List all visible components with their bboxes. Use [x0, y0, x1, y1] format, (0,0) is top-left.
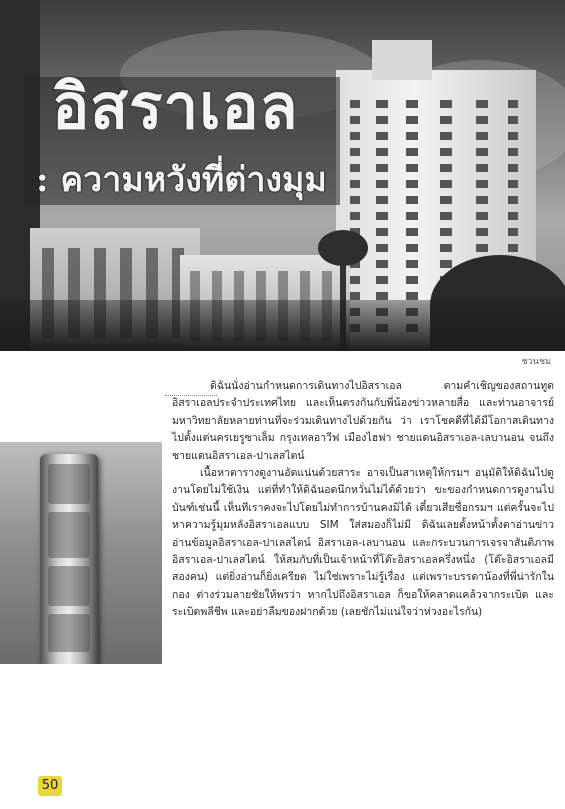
mezuzah-panel — [48, 464, 90, 504]
article-body — [172, 378, 554, 622]
page-title: อิสราเอล — [52, 70, 299, 143]
mezuzah-case — [40, 454, 98, 664]
mezuzah-panel — [48, 614, 90, 652]
header-photo — [0, 0, 565, 351]
page-subtitle: : ความหวังที่ต่างมุม — [36, 160, 327, 200]
mezuzah-panel — [48, 566, 90, 606]
article-paragraph: ดิฉันนั่งอ่านกำหนดการเดินทางไปอิสราเอล ตามคำเชิญของสถานทูตอิสราเอลประจำประเทศไทย และเห็นตรงกันกับพี่น้องข่าวหลายสื่อ และท่านอาจารย์มหาวิทยาลัยหลายท่านที่จะร่วมเดินทางไปด้วยกัน ว่า เราโชคดีที่ได้มีโอกาสเดินทางไปตั้งแต่นครเยรูซาเล็ม กรุงเทลอาวีฟ เมืองไฮฟา ชายแดนอิสราเอล-เลบานอน จนถึงชายแดนอิสราเอล-ปาเลสไตน์ — [172, 380, 554, 462]
ground-shadow — [0, 300, 565, 351]
photo-credit: ชวนชม — [521, 357, 551, 367]
palm-crown — [318, 230, 368, 266]
article-paragraph: เนื้อหาตารางดูงานอัดแน่นด้วยสาระ อาจเป็นสาเหตุให้กรมฯ อนุมัติให้ดิฉันไปดูงานโดยไม่ใช้เงิน แต่ที่ทำให้ดิฉันอดนึกหวั่นไม่ได้ด้วยว่า ขะของกำหนดการดูงานไปบันฑ์เช่นนี้ เห็นทีเราคงจะไปโดยไม่ทำการบ้านคงมิได้ เดี๋ยวเสียชื่อกรมฯ แต่ครั้นจะไปหาความรู้มุมหลังอิสราเอลแบบ SIM ใส่สมองก็ไม่มี ดิฉันเลยตั้งหน้าตั้งตาอ่านข่าว อ่านข้อมูลอิสราเอล-ปาเลสไตน์ อิสราเอล-เลบานอน และกระบวนการเจรจาสันติภาพอิสราเอล-ปาเลสไตน์ ให้สมกับที่เป็นเจ้าหน้าที่โต๊ะอิสราเอลครึ่งหนึ่ง (โต๊ะอิสราเอลมีสองคน) แต่ยิ่งอ่านก็ยิ่งเครียด ไม่ใช่เพราะไม่รู้เรื่อง แต่เพราะบรรดาน้องที่พี่น่ารักในกอง ต่างร่วมลายชัยให้พรว่า หากไปถึงอิสราเอล ก็ขอให้คลาดแคล้วจากระเบิด และระเบิดพลีชีพ และอย่าลืมของฝากด้วย (เลยชักไม่แน่ใจว่าห่วงอะไรกัน) — [172, 467, 554, 619]
mezuzah-photo — [0, 442, 162, 664]
page-number: 50 — [38, 776, 62, 796]
tower-crown — [372, 40, 432, 80]
mezuzah-panel — [48, 512, 90, 558]
